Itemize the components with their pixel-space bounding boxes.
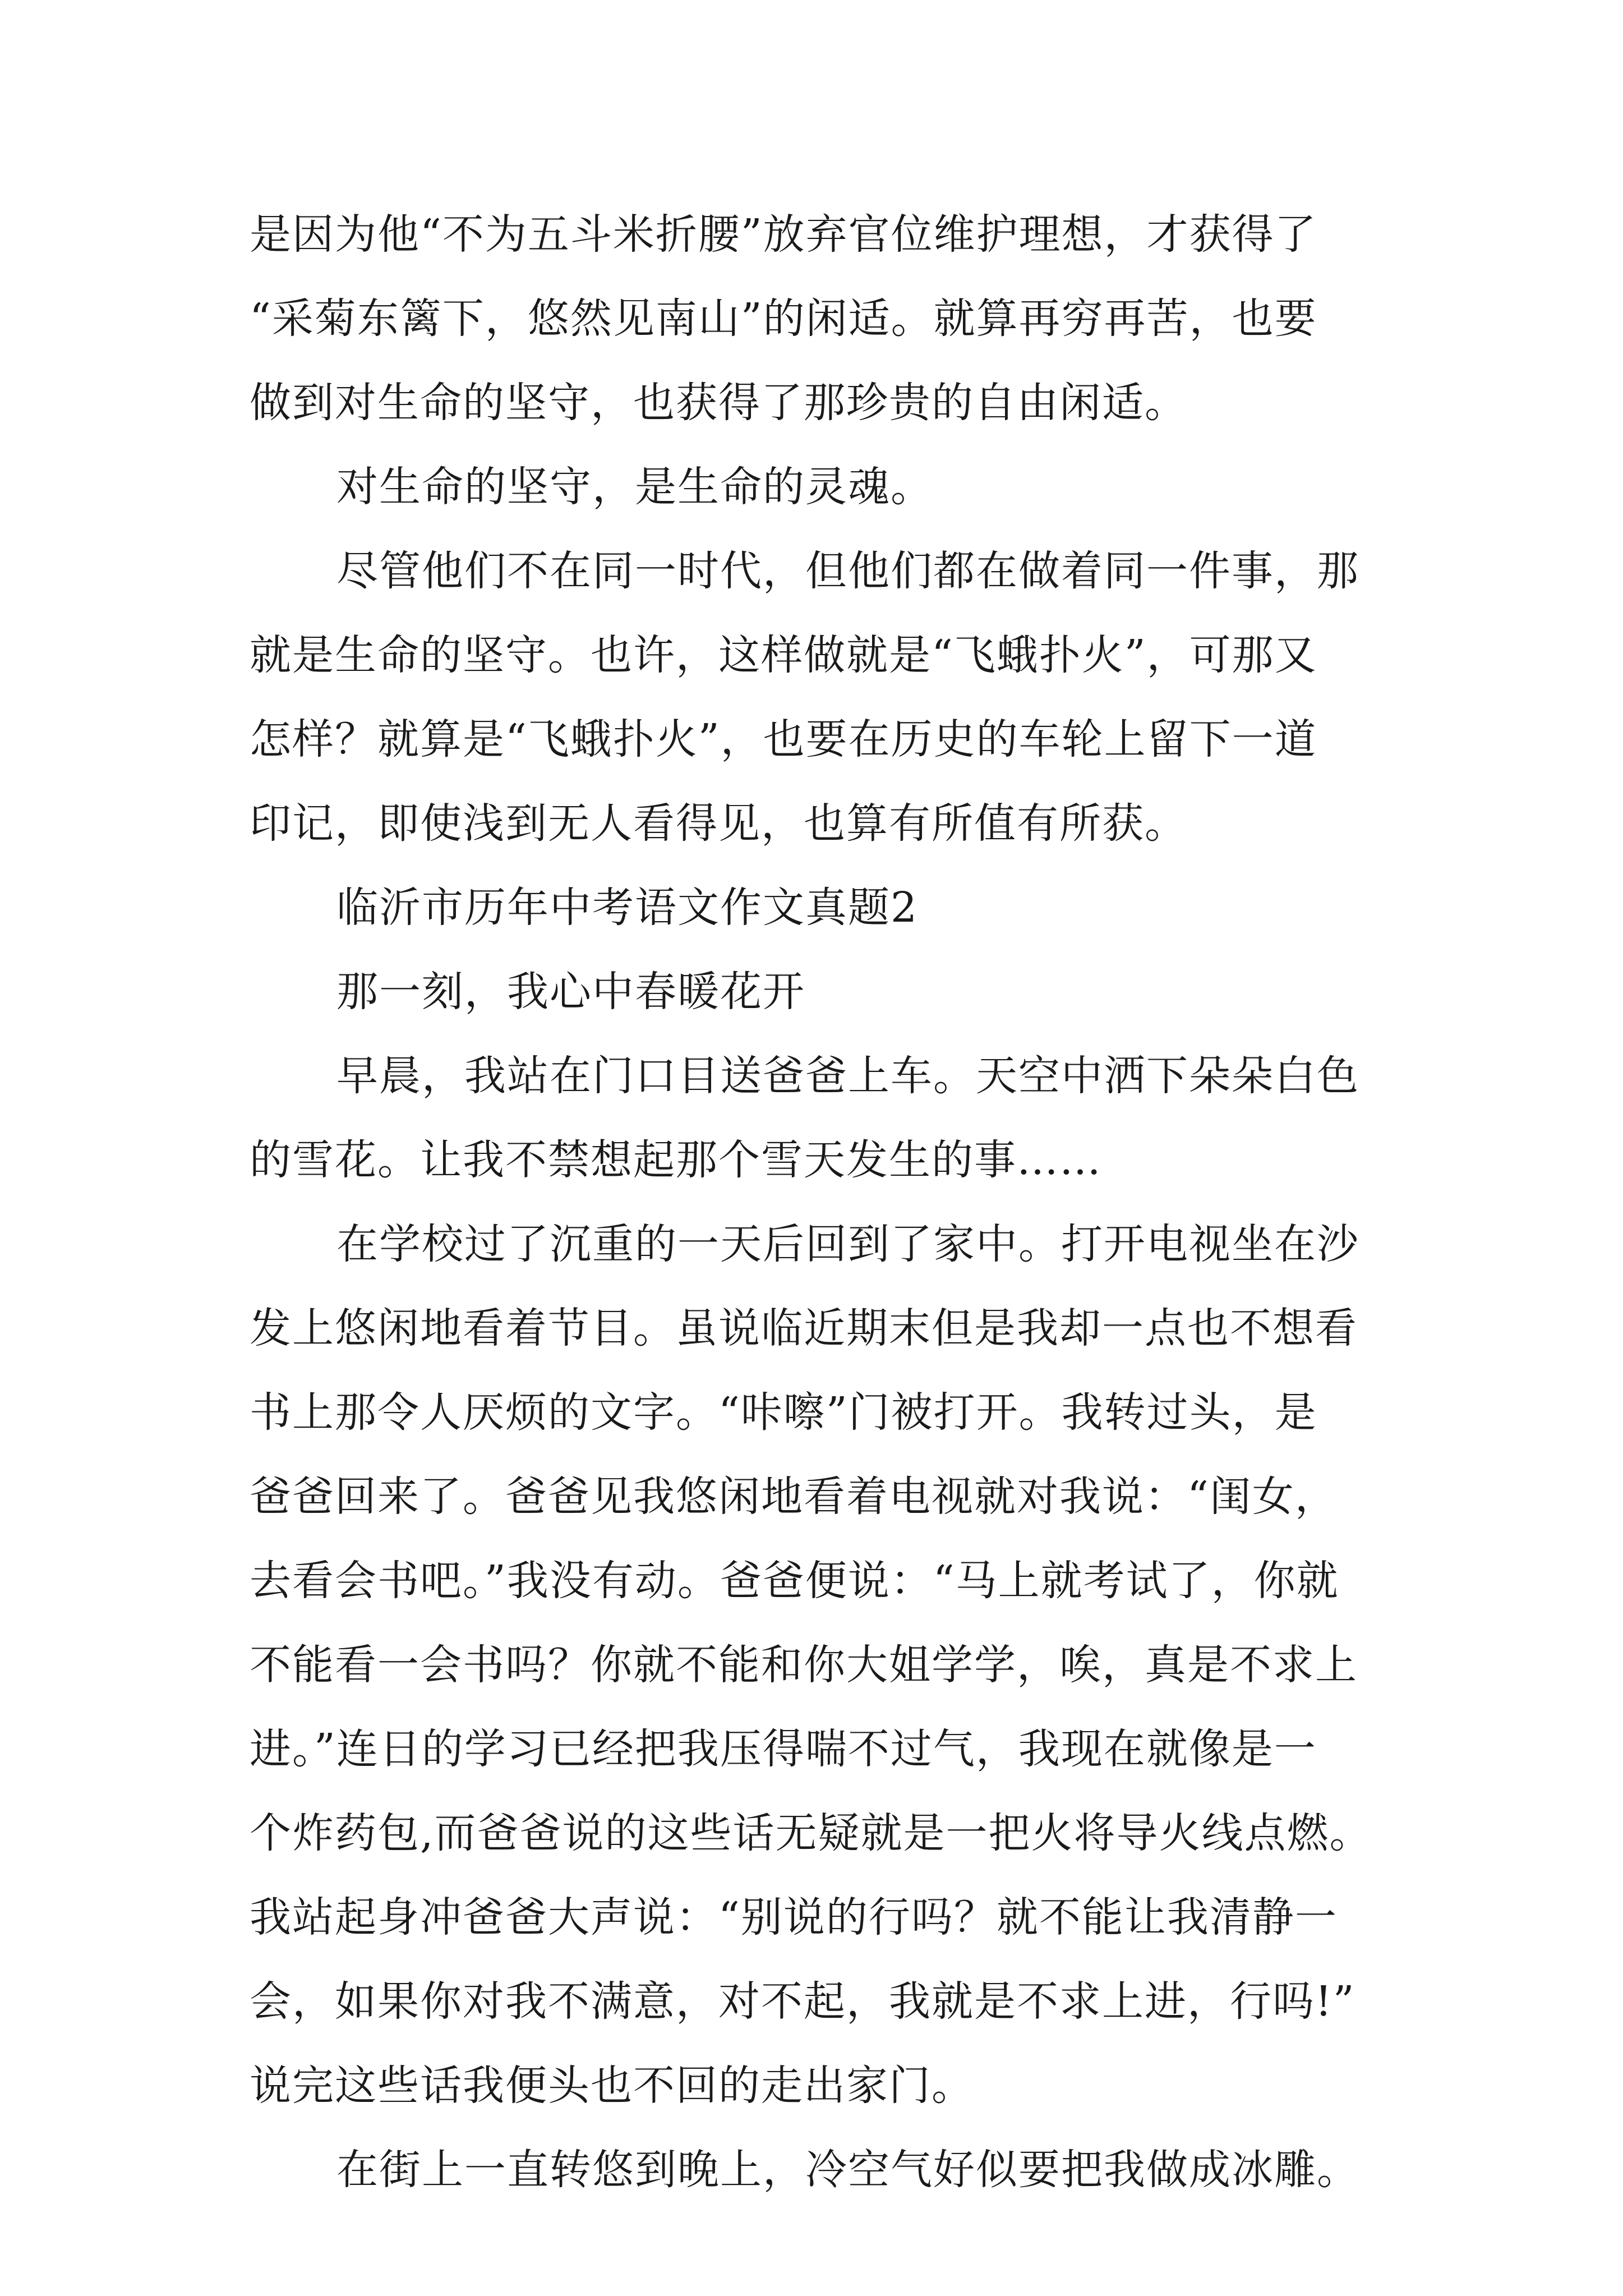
paragraph-start: 尽管他们不在同一时代，但他们都在做着同一件事，那	[336, 547, 1359, 595]
paragraph-start: 在街上一直转悠到晚上，冷空气好似要把我做成冰雕。	[336, 2146, 1359, 2194]
essay-title: 那一刻，我心中春暖花开	[336, 968, 805, 1016]
section-heading: 临沂市历年中考语文作文真题2	[336, 884, 919, 932]
text-line: 就是生命的坚守。也许，这样做就是“飞蛾扑火”，可那又	[250, 631, 1317, 679]
text-line: 去看会书吧。”我没有动。爸爸便说：“马上就考试了，你就	[250, 1557, 1339, 1605]
text-line: 是因为他“不为五斗米折腰”放弃官位维护理想，才获得了	[250, 210, 1317, 259]
text-line: 书上那令人厌烦的文字。“咔嚓”门被打开。我转过头，是	[250, 1388, 1317, 1437]
text-line: 我站起身冲爸爸大声说：“别说的行吗？就不能让我清静一	[250, 1893, 1338, 1941]
text-line: 发上悠闲地看着节目。虽说临近期末但是我却一点也不想看	[250, 1304, 1358, 1352]
text-line: “采菊东篱下，悠然见南山”的闲适。就算再穷再苦，也要	[250, 295, 1317, 343]
text-line: 进。”连日的学习已经把我压得喘不过气，我现在就像是一	[250, 1725, 1317, 1773]
text-line: 做到对生命的坚守，也获得了那珍贵的自由闲适。	[250, 379, 1187, 427]
text-line: 的雪花。让我不禁想起那个雪天发生的事……	[250, 1136, 1102, 1184]
text-line: 不能看一会书吗？你就不能和你大姐学学，唉，真是不求上	[250, 1641, 1358, 1689]
paragraph-start: 对生命的坚守，是生命的灵魂。	[336, 463, 933, 511]
paragraph-start: 早晨，我站在门口目送爸爸上车。天空中洒下朵朵白色	[336, 1052, 1359, 1100]
text-line: 个炸药包,而爸爸说的这些话无疑就是一把火将导火线点燃。	[250, 1809, 1372, 1857]
text-line: 印记，即使浅到无人看得见，也算有所值有所获。	[250, 799, 1187, 848]
text-line: 怎样？就算是“飞蛾扑火”，也要在历史的车轮上留下一道	[250, 715, 1317, 763]
text-line: 爸爸回来了。爸爸见我悠闲地看着电视就对我说：“闺女，	[250, 1473, 1338, 1521]
paragraph-start: 在学校过了沉重的一天后回到了家中。打开电视坐在沙	[336, 1220, 1359, 1268]
text-line: 会，如果你对我不满意，对不起，我就是不求上进，行吗!”	[250, 1977, 1355, 2026]
text-line: 说完这些话我便头也不回的走出家门。	[250, 2062, 974, 2110]
